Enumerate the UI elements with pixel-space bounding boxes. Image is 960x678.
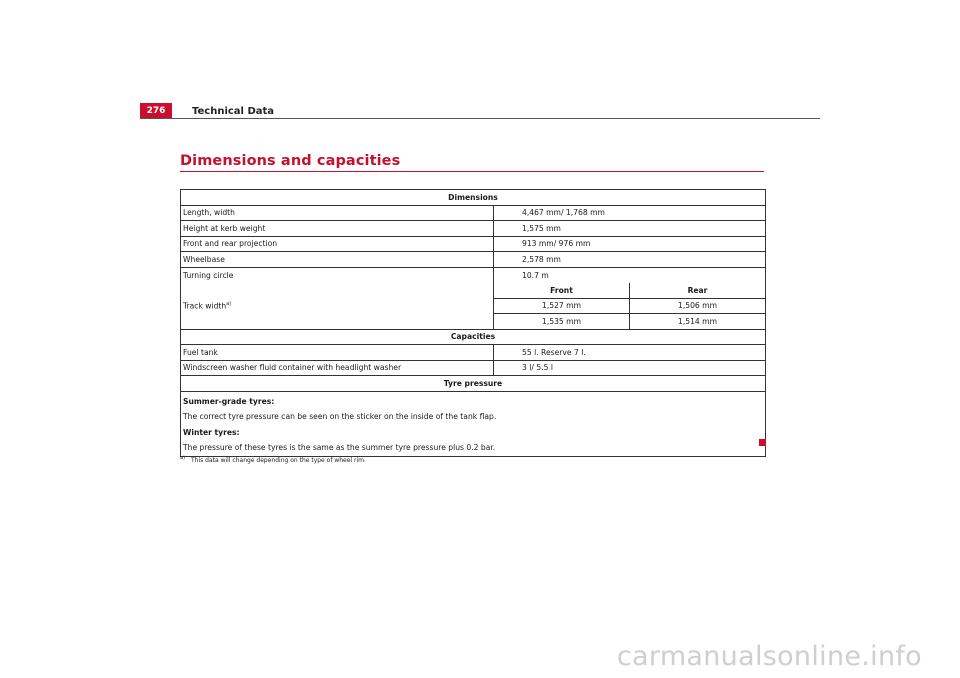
row-value: 4,467 mm/ 1,768 mm (494, 205, 766, 221)
row-value: 3 l/ 5.5 l (494, 360, 766, 376)
page-number: 276 (140, 103, 172, 119)
table-row (181, 376, 766, 392)
track-front-value: 1,535 mm (494, 314, 630, 330)
footnote-text: This data will change depending on the type of wheel rim. (191, 457, 366, 464)
row-label: Turning circle (181, 267, 494, 283)
table-row (181, 391, 766, 456)
row-value: 55 l. Reserve 7 l. (494, 345, 766, 361)
summer-tyres-label: Summer-grade tyres: (183, 396, 275, 406)
header-divider (140, 118, 820, 119)
section-title: Dimensions and capacities (180, 153, 401, 169)
capacities-heading: Capacities (181, 329, 766, 345)
row-value: 1,575 mm (494, 221, 766, 237)
row-value: 913 mm/ 976 mm (494, 236, 766, 252)
section-divider (180, 171, 764, 172)
table-row (181, 360, 766, 376)
footnote-marker: a) (226, 300, 232, 307)
rear-heading: Rear (630, 283, 766, 299)
table-row (181, 329, 766, 345)
tyre-pressure-notes (181, 391, 766, 456)
table-row (181, 252, 766, 268)
front-heading: Front (494, 283, 630, 299)
tyre-pressure-heading: Tyre pressure (181, 376, 766, 392)
footnote (180, 455, 366, 464)
summer-tyres-text: The correct tyre pressure can be seen on the sticker on the inside of the tank flap. (183, 412, 497, 421)
track-rear-value: 1,506 mm (630, 298, 766, 314)
winter-tyres-label: Winter tyres: (183, 427, 240, 437)
row-label: Length, width (181, 205, 494, 221)
row-label: Wheelbase (181, 252, 494, 268)
row-label: Windscreen washer fluid container with headlight washer (181, 360, 494, 376)
watermark: carmanualsonline.info (616, 641, 922, 672)
track-rear-value: 1,514 mm (630, 314, 766, 330)
table-row (181, 283, 766, 299)
track-front-value: 1,527 mm (494, 298, 630, 314)
row-value: 10.7 m (494, 267, 766, 283)
table-row (181, 267, 766, 283)
chapter-title: Technical Data (192, 106, 275, 117)
row-value: 2,578 mm (494, 252, 766, 268)
row-label: Front and rear projection (181, 236, 494, 252)
table-row (181, 190, 766, 206)
track-width-label: Track width$^{a)}$ (181, 283, 494, 330)
row-label: Height at kerb weight (181, 221, 494, 237)
winter-tyres-text: The pressure of these tyres is the same as the summer tyre pressure plus 0.2 bar. (183, 443, 496, 452)
row-label: Fuel tank (181, 345, 494, 361)
table-row (181, 236, 766, 252)
specifications-table (180, 189, 766, 457)
footnote-marker: a) (180, 455, 186, 461)
table-row (181, 221, 766, 237)
table-row (181, 345, 766, 361)
section-end-marker (759, 439, 766, 446)
table-row (181, 205, 766, 221)
dimensions-heading: Dimensions (181, 190, 766, 206)
